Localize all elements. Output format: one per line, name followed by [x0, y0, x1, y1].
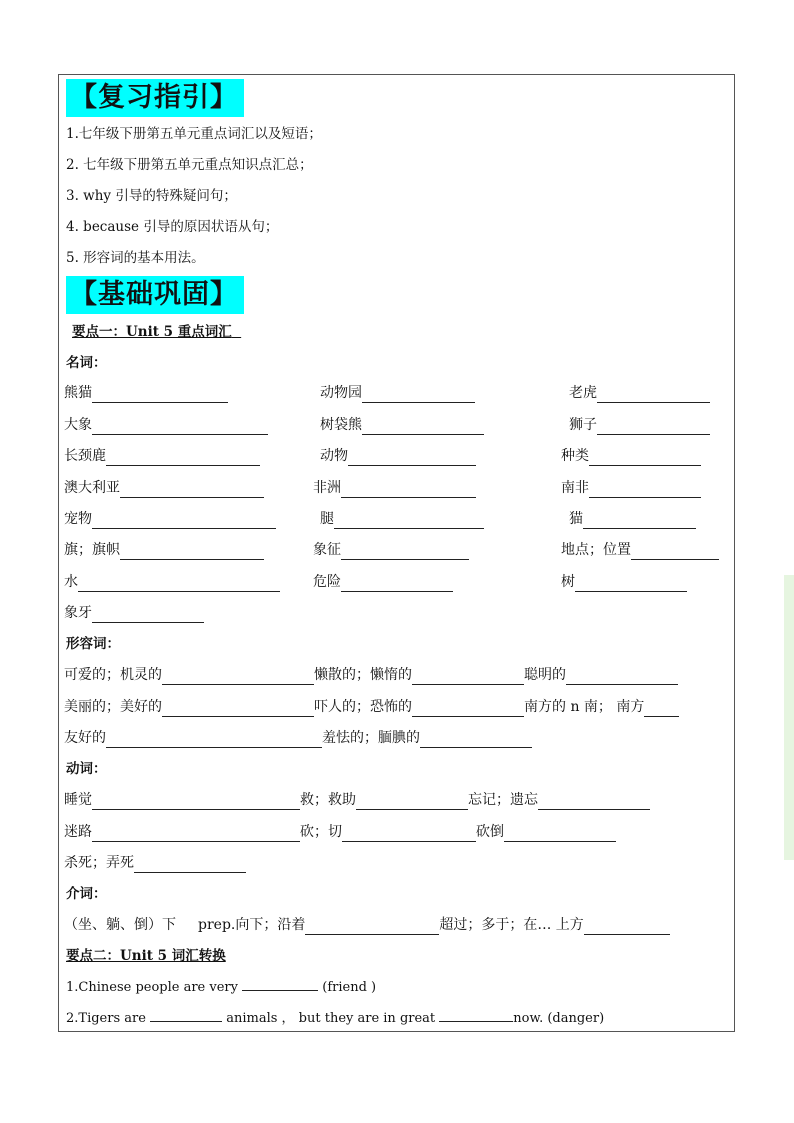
guide-item: 4. because 引导的原因状语从句； [66, 219, 279, 235]
noun-item: 熊猫 [64, 383, 228, 403]
answer-blank[interactable] [120, 544, 264, 560]
noun-item: 腿 [320, 509, 484, 529]
noun-item: 动物 [320, 446, 476, 466]
nouns-label: 名词： [66, 355, 107, 371]
answer-blank[interactable] [439, 1008, 513, 1022]
answer-blank[interactable] [631, 544, 719, 560]
answer-blank[interactable] [92, 794, 300, 810]
noun-item: 种类 [561, 446, 701, 466]
answer-blank[interactable] [348, 450, 476, 466]
answer-blank[interactable] [92, 826, 300, 842]
noun-item: 宠物 [64, 509, 276, 529]
answer-blank[interactable] [78, 576, 280, 592]
guide-item: 5. 形容词的基本用法。 [66, 250, 205, 266]
answer-blank[interactable] [334, 513, 484, 529]
answer-blank[interactable] [566, 669, 678, 685]
answer-blank[interactable] [538, 794, 650, 810]
verb-row: 迷路 砍；切 砍倒 [64, 822, 616, 842]
adjective-row: 友好的 羞怯的；腼腆的 [64, 728, 532, 748]
guide-item: 1.七年级下册第五单元重点词汇以及短语； [66, 126, 322, 142]
noun-item: 危险 [313, 572, 453, 592]
answer-blank[interactable] [120, 482, 264, 498]
side-strip [784, 575, 794, 860]
noun-item: 老虎 [569, 383, 710, 403]
basics-title: 【基础巩固】 [66, 276, 244, 314]
adj-label: 形容词： [66, 636, 120, 652]
answer-blank[interactable] [92, 607, 204, 623]
answer-blank[interactable] [341, 544, 469, 560]
answer-blank[interactable] [362, 387, 475, 403]
noun-item: 非洲 [313, 478, 476, 498]
answer-blank[interactable] [412, 669, 524, 685]
noun-item: 树 [561, 572, 687, 592]
answer-blank[interactable] [106, 450, 260, 466]
answer-blank[interactable] [92, 513, 276, 529]
noun-item: 象征 [313, 540, 469, 560]
answer-blank[interactable] [575, 576, 687, 592]
prep-label: 介词： [66, 886, 107, 902]
answer-blank[interactable] [92, 387, 228, 403]
noun-item: 狮子 [569, 415, 710, 435]
verb-row: 睡觉 救；救助 忘记；遗忘 [64, 790, 650, 810]
answer-blank[interactable] [162, 669, 314, 685]
noun-item: 象牙 [64, 603, 204, 623]
exercise-item: 2.Tigers are animals ， but they are in great now. (danger) [66, 1008, 604, 1029]
answer-blank[interactable] [305, 919, 439, 935]
guide-title: 【复习指引】 [66, 79, 244, 117]
answer-blank[interactable] [341, 576, 453, 592]
answer-blank[interactable] [597, 419, 710, 435]
noun-item: 大象 [64, 415, 268, 435]
answer-blank[interactable] [589, 450, 701, 466]
noun-item: 动物园 [320, 383, 475, 403]
noun-item: 树袋熊 [320, 415, 484, 435]
point2-heading: 要点二：Unit 5 词汇转换 [66, 948, 226, 964]
noun-item: 旗；旗帜 [64, 540, 264, 560]
prep-row: （坐、躺、倒）下 prep.向下；沿着 超过；多于；在… 上方 [64, 915, 670, 935]
answer-blank[interactable] [597, 387, 710, 403]
answer-blank[interactable] [583, 513, 696, 529]
answer-blank[interactable] [242, 977, 318, 991]
answer-blank[interactable] [584, 919, 670, 935]
noun-item: 澳大利亚 [64, 478, 264, 498]
answer-blank[interactable] [412, 701, 524, 717]
answer-blank[interactable] [589, 482, 701, 498]
answer-blank[interactable] [341, 482, 476, 498]
answer-blank[interactable] [134, 857, 246, 873]
noun-item: 猫 [569, 509, 696, 529]
answer-blank[interactable] [504, 826, 616, 842]
answer-blank[interactable] [342, 826, 476, 842]
point1-heading: 要点一：Unit 5 重点词汇 [72, 324, 232, 340]
answer-blank[interactable] [106, 732, 322, 748]
noun-item: 长颈鹿 [64, 446, 260, 466]
adjective-row: 美丽的；美好的 吓人的；恐怖的 南方的 n 南； 南方 [64, 697, 679, 717]
guide-item: 2. 七年级下册第五单元重点知识点汇总； [66, 157, 313, 173]
noun-item: 水 [64, 572, 280, 592]
answer-blank[interactable] [420, 732, 532, 748]
noun-item: 地点；位置 [561, 540, 719, 560]
answer-blank[interactable] [150, 1008, 222, 1022]
answer-blank[interactable] [644, 701, 679, 717]
verb-label: 动词： [66, 761, 107, 777]
answer-blank[interactable] [362, 419, 484, 435]
answer-blank[interactable] [92, 419, 268, 435]
adjective-row: 可爱的；机灵的 懒散的；懒惰的 聪明的 [64, 665, 678, 685]
exercise-item: 1.Chinese people are very (friend ) [66, 977, 376, 998]
guide-item: 3. why 引导的特殊疑问句； [66, 188, 237, 204]
answer-blank[interactable] [162, 701, 314, 717]
noun-item: 南非 [561, 478, 701, 498]
verb-row: 杀死；弄死 [64, 853, 246, 873]
answer-blank[interactable] [356, 794, 468, 810]
